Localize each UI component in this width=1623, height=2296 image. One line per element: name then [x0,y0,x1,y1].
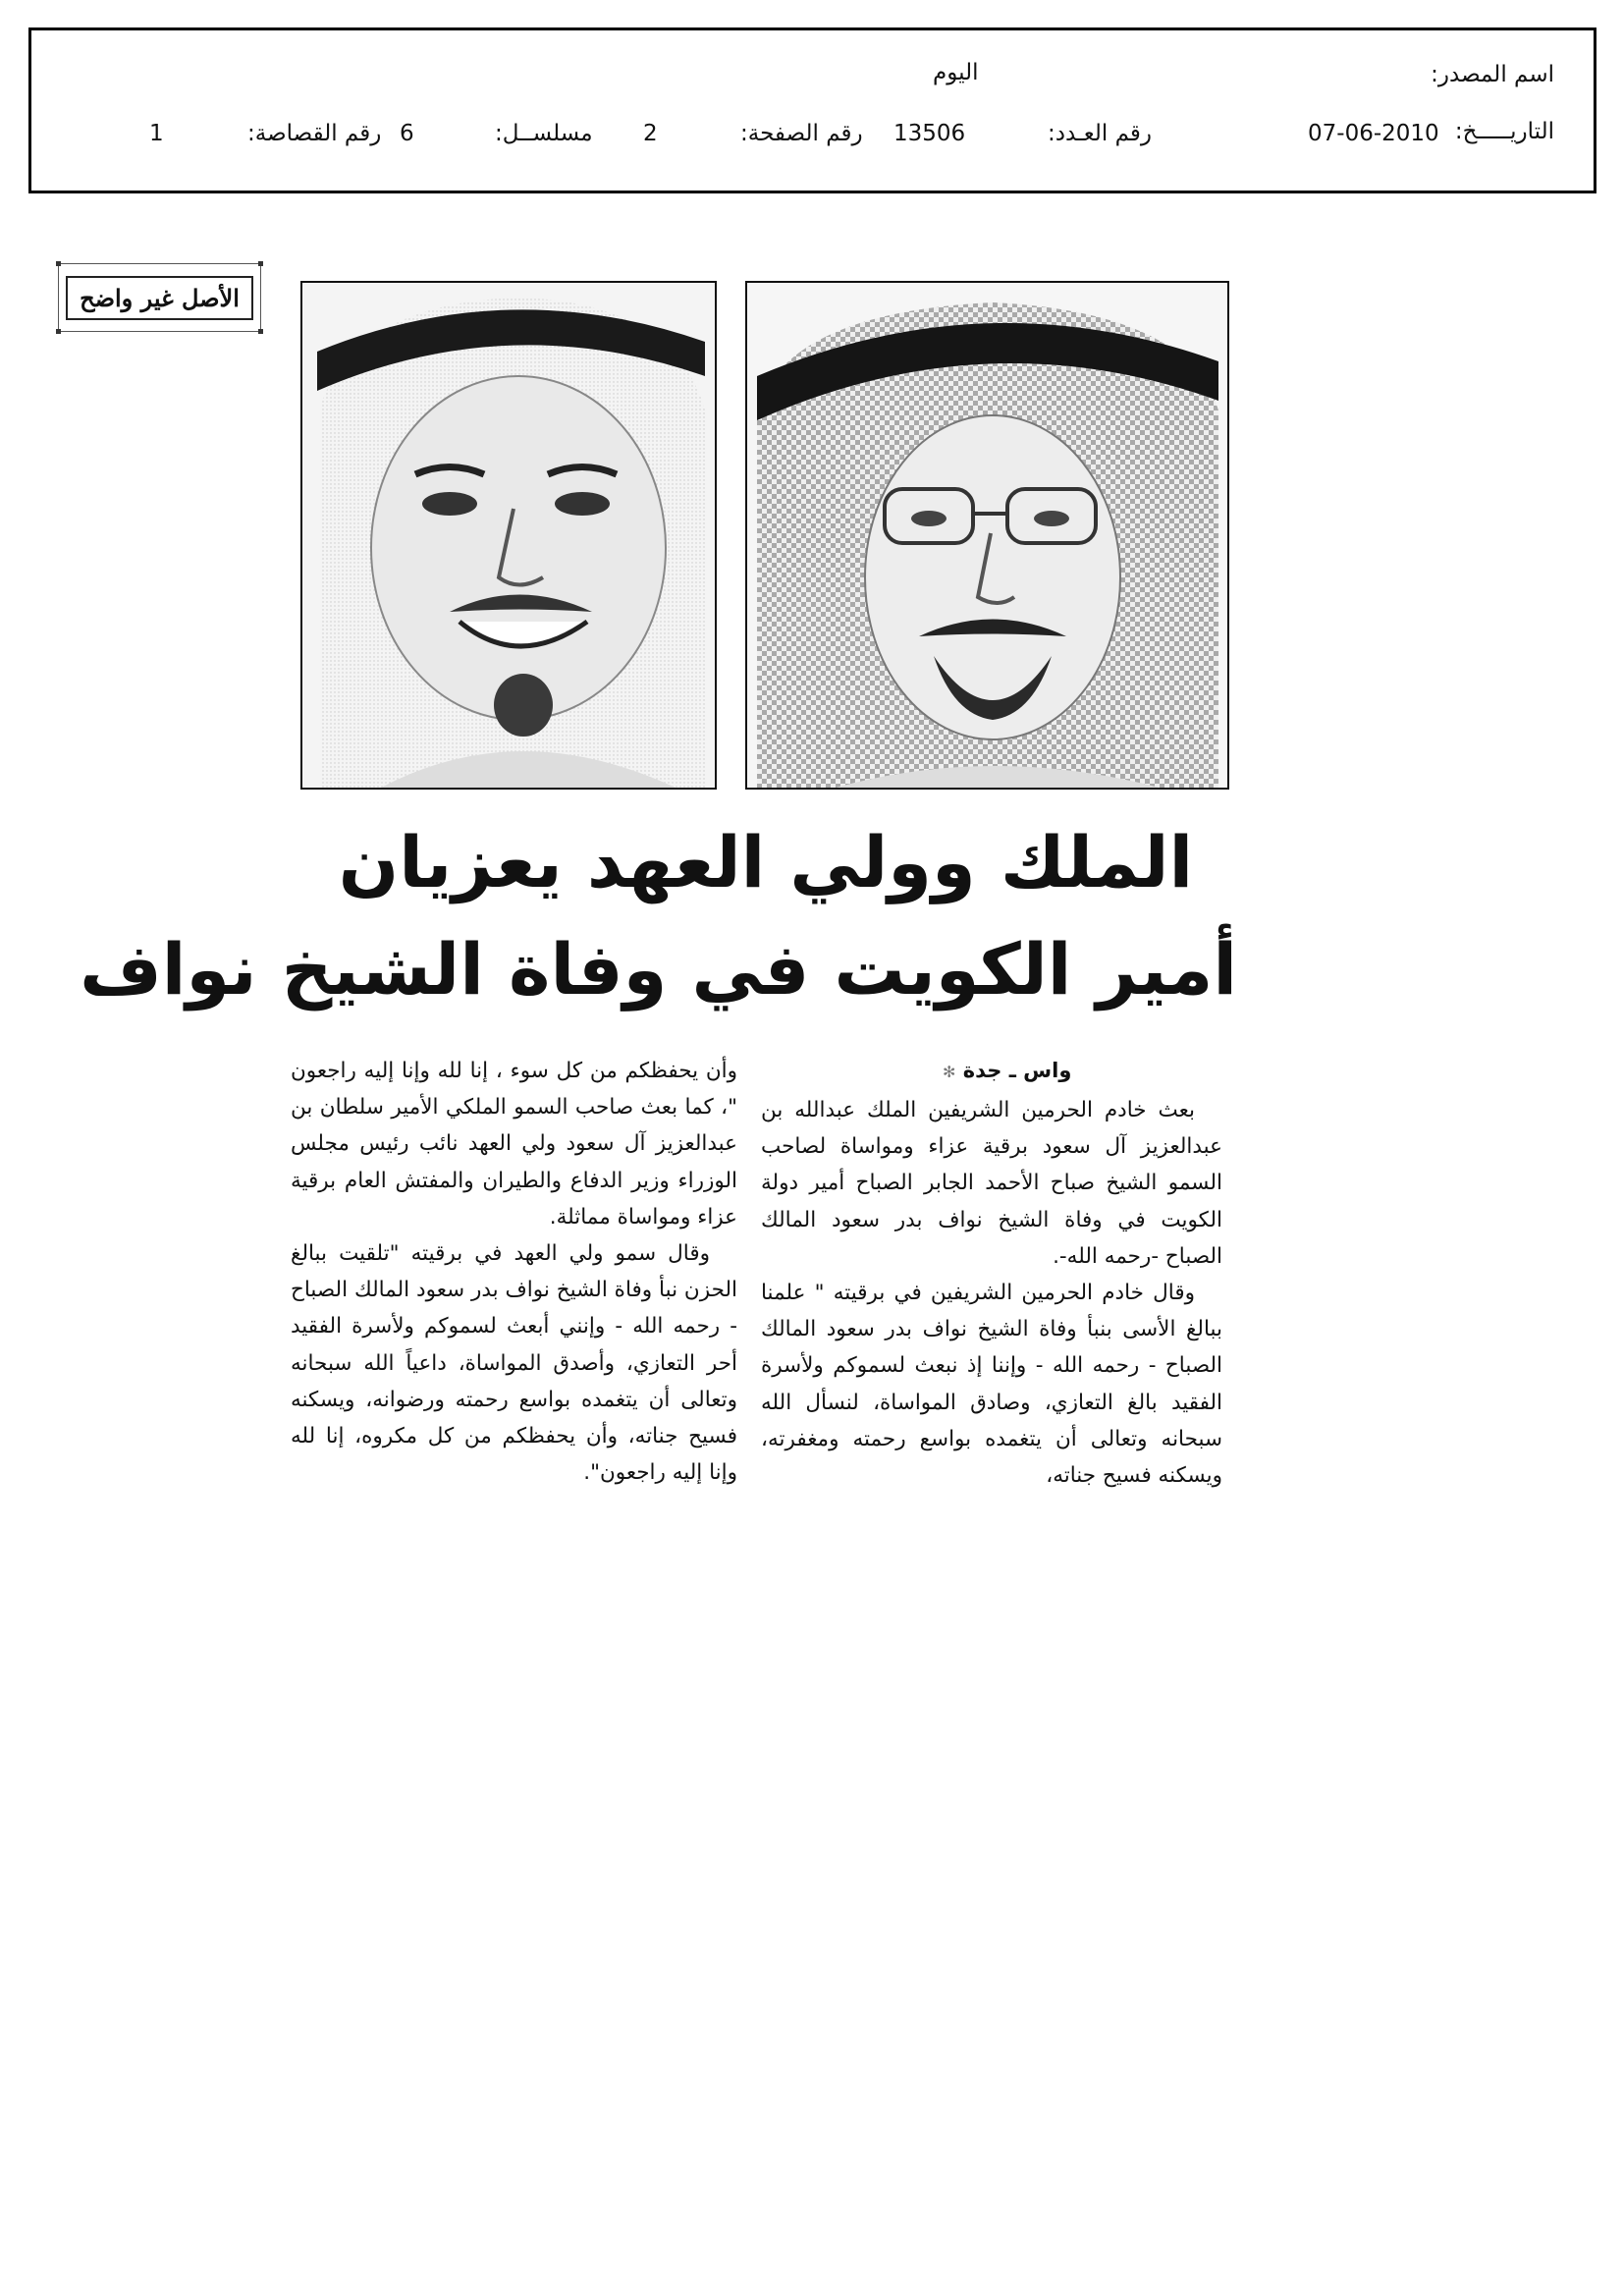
article-left-column [291,1053,737,1491]
unclear-original-stamp [58,263,261,332]
left-paragraph-2: وقال سمو ولي العهد في برقيته "تلقيت ببالغ الحزن نبأ وفاة الشيخ نواف بدر سعود المالك الصباح - رحمه الله - وإنني أبعث لسموكم ولأسرة الفقيد أحر التعازي، وأصدق المواساة، داعياً الله سبحانه وتعالى أن يتغمده بواسع رحمته ورضوانه، ويسكنه فسيح جناته، وأن يحفظكم من كل مكروه، إنا لله وإنا إليه راجعون". [291,1241,737,1486]
headline-line-2: أمير الكويت في وفاة الشيخ نواف [80,928,1237,1011]
serial-value: 6 [400,121,414,146]
byline-text: واس ـ جدة [962,1059,1072,1082]
stamp-text: الأصل غير واضح [66,276,253,320]
headline-line-1: الملك وولي العهد يعزيان [338,821,1194,903]
right-paragraph-1: بعث خادم الحرمين الشريفين الملك عبدالله بن عبدالعزيز آل سعود برقية عزاء ومواساة لصاحب السمو الشيخ صباح الأحمد الجابر الصباح أمير دولة الكويت في وفاة الشيخ نواف بدر سعود المالك الصباح -رحمه الله-. [761,1098,1222,1269]
page-value: 2 [643,121,658,146]
date-label: التاريـــــخ: [1454,119,1554,144]
source-value: اليوم [933,60,979,85]
source-label: اسم المصدر: [1431,62,1554,87]
issue-value: 13506 [893,121,966,146]
crown-prince-photo [300,281,717,790]
king-photo [745,281,1229,790]
page-label: رقم الصفحة: [740,121,863,146]
clip-value: 1 [149,121,164,146]
serial-label: مسلســل: [495,121,593,146]
byline [943,1059,1071,1082]
issue-label: رقم العـدد: [1048,121,1153,146]
article-right-column [761,1092,1222,1494]
left-paragraph-1: وأن يحفظكم من كل سوء ، إنا لله وإنا إليه راجعون "، كما بعث صاحب السمو الملكي الأمير سلطان بن عبدالعزيز آل سعود ولي العهد نائب رئيس مجلس الوزراء وزير الدفاع والطيران والمفتش العام برقية عزاء ومواساة مماثلة. [291,1059,737,1230]
clip-label: رقم القصاصة: [247,121,382,146]
date-value: 07-06-2010 [1308,121,1439,146]
byline-mark-icon: ✻ [943,1063,956,1081]
clipping-header [28,27,1596,193]
right-paragraph-2: وقال خادم الحرمين الشريفين في برقيته " علمنا ببالغ الأسى بنبأ وفاة الشيخ نواف بدر سعود المالك الصباح - رحمه الله - وإننا إذ نبعث لسموكم ولأسرة الفقيد بالغ التعازي، وصادق المواساة، لنسأل الله سبحانه وتعالى أن يتغمده بواسع رحمته ومغفرته، ويسكنه فسيح جناته، [761,1281,1222,1489]
